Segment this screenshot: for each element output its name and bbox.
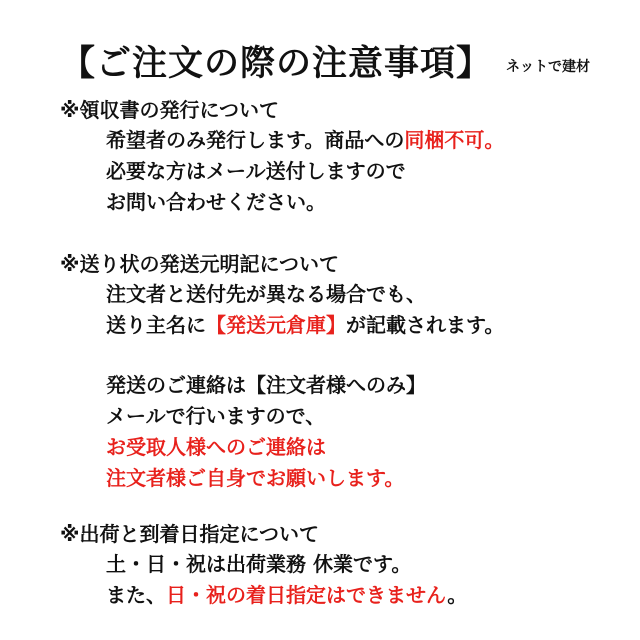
contact-section: [60, 370, 620, 494]
receipt-section: [60, 96, 620, 218]
delivery-line-2-a: また、: [106, 583, 166, 607]
brand-label: ネットで建材: [506, 59, 590, 75]
delivery-line-1: 土・日・祝は出荷業務 休業です。: [106, 552, 412, 576]
contact-line-1: 発送のご連絡は【注文者様へのみ】: [106, 373, 426, 397]
sender-line-2-a: 送り主名に: [106, 313, 206, 337]
sender-line-2-c: が記載されます。: [346, 313, 505, 337]
delivery-section: [60, 520, 620, 611]
contact-line-4: 注文者様ご自身でお願いします。: [106, 466, 405, 490]
receipt-line-1: [60, 125, 620, 156]
sender-line-2: [60, 310, 620, 341]
receipt-line-3: お問い合わせください。: [106, 190, 326, 214]
delivery-line-2-c: 。: [447, 583, 468, 607]
delivery-warning: 日・祝の着日指定はできません: [166, 583, 448, 607]
contact-line-2: メールで行いますので、: [106, 404, 326, 428]
sender-line-1: 注文者と送付先が異なる場合でも、: [106, 282, 426, 306]
sender-heading: ※送り状の発送元明記について: [60, 252, 340, 276]
receipt-heading: ※領収書の発行について: [60, 98, 280, 122]
delivery-heading: ※出荷と到着日指定について: [60, 522, 320, 546]
receipt-warning: 同梱不可。: [404, 128, 505, 152]
sender-section: [60, 250, 620, 341]
contact-line-3: お受取人様へのご連絡は: [106, 435, 326, 459]
receipt-line-2: 必要な方はメール送付しますので: [106, 159, 406, 183]
delivery-line-2: [60, 580, 620, 611]
title-row: [60, 36, 620, 86]
sender-warehouse: 【発送元倉庫】: [206, 313, 346, 337]
page-title: 【ご注文の際の注意事項】: [60, 44, 493, 84]
receipt-line-1-text: 希望者のみ発行します。商品への: [106, 128, 405, 152]
